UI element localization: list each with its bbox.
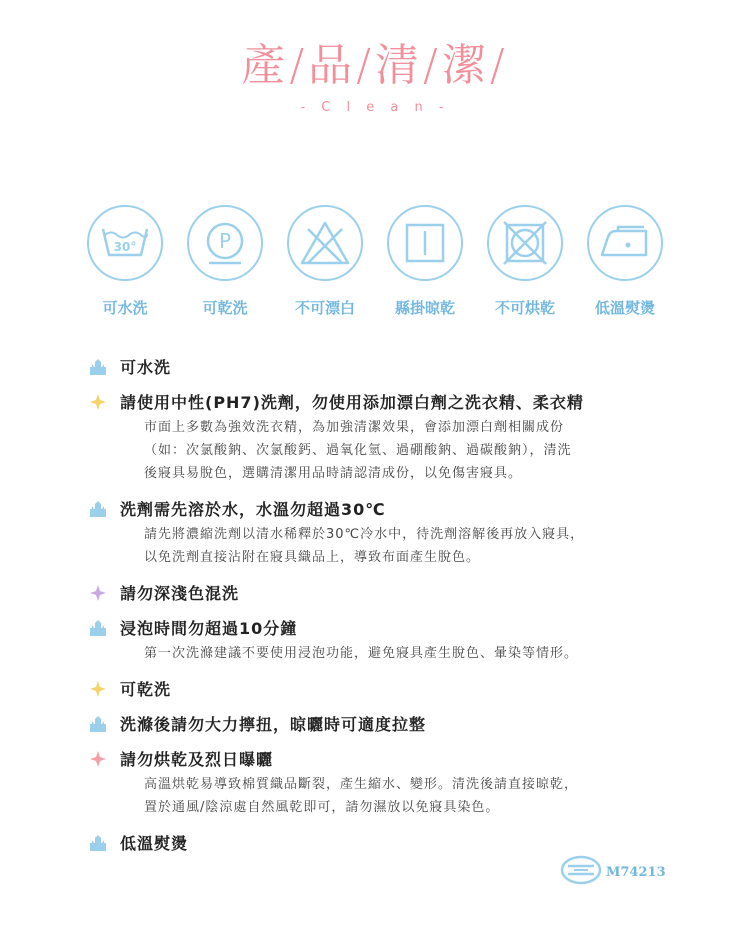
instruction-heading: 請勿烘乾及烈日曝曬 [120,750,274,769]
title-char: 潔 [441,40,488,91]
title-char: 品 [308,40,355,91]
care-label-wash: 可水洗 [102,299,148,317]
care-symbol-iron-low [586,205,664,318]
instruction-list [88,355,688,866]
instruction-line: 高溫烘乾易導致棉質織品斷裂，產生縮水、變形。清洗後請直接晾乾， [144,777,579,792]
instruction-heading: 請使用中性(PH7)洗劑，勿使用添加漂白劑之洗衣精、柔衣精 [120,393,584,412]
instruction-line: 後寢具易脫色，選購清潔用品時請認清成份，以免傷害寢具。 [144,466,523,481]
title-separator: / [489,40,507,91]
title-char: 清 [375,40,421,91]
instruction-body [144,642,688,665]
instruction-heading: 請勿深淺色混洗 [120,584,240,603]
care-label-dry-clean: 可乾洗 [202,299,248,317]
page-title [0,40,750,92]
star-icon [88,583,108,603]
title-separator: / [356,40,373,91]
instruction-heading: 洗劑需先溶於水，水溫勿超過30℃ [120,500,386,519]
castle-icon [88,357,108,377]
instruction-item [88,497,688,569]
bsmi-mark-icon [560,855,602,889]
star-icon [88,679,108,699]
care-label-no-bleach: 不可漂白 [294,299,355,317]
title-separator: / [289,40,307,91]
instruction-item [88,831,688,854]
care-symbols [0,205,750,318]
star-icon [88,749,108,769]
instruction-item [88,677,688,700]
dry-clean-p-icon [187,205,263,281]
instruction-body [144,416,688,485]
certification-code: M74213 [606,864,666,880]
instruction-body [144,773,688,819]
no-tumble-dry-icon [487,205,563,281]
wash-temperature: 30° [113,240,137,254]
instruction-item [88,747,688,819]
instruction-heading: 可乾洗 [120,680,172,699]
castle-icon [88,499,108,519]
castle-icon [88,833,108,853]
star-icon [88,392,108,412]
care-symbol-no-bleach [286,205,364,318]
wash-30-icon [87,205,163,281]
instruction-line: （如：次氯酸鈉、次氯酸鈣、過氧化氫、過硼酸鈉、過碳酸鈉），清洗 [144,443,572,458]
castle-icon [88,714,108,734]
care-symbol-no-tumble-dry [486,205,564,318]
line-dry-icon [387,205,463,281]
instruction-heading: 可水洗 [120,358,172,377]
instruction-item [88,712,688,735]
care-symbol-wash [86,205,164,318]
no-bleach-icon [287,205,363,281]
page-subtitle: - C l e a n - [300,100,450,115]
iron-low-icon [587,205,663,281]
instruction-item [88,390,688,485]
instruction-body [144,523,688,569]
care-symbol-line-dry [386,205,464,318]
title-separator: / [423,40,440,91]
castle-icon [88,618,108,638]
instruction-heading: 低溫熨燙 [120,834,189,853]
page-header [0,40,750,115]
dry-clean-letter: P [218,229,232,253]
instruction-heading: 浸泡時間勿超過10分鐘 [120,619,298,638]
care-label-line-dry: 縣掛晾乾 [394,299,455,317]
instruction-item [88,581,688,604]
instruction-line: 請先將濃縮洗劑以清水稀釋於30℃冷水中，待洗劑溶解後再放入寢具， [144,527,585,542]
instruction-line: 置於通風/陰涼處自然風乾即可，請勿濕放以免寢具染色。 [144,800,500,815]
title-char: 產 [241,40,288,91]
instruction-item [88,355,688,378]
instruction-line: 以免洗劑直接沾附在寢具織品上，導致布面產生脫色。 [144,550,481,565]
instruction-item [88,616,688,665]
instruction-heading: 洗滌後請勿大力擰扭，晾曬時可適度拉整 [120,715,427,734]
care-label-no-tumble-dry: 不可烘乾 [494,299,555,317]
instruction-line: 市面上多數為強效洗衣精，為加強清潔效果，會添加漂白劑相關成份 [144,420,565,435]
certification-mark [560,855,666,889]
care-label-iron-low: 低溫熨燙 [594,299,655,317]
care-symbol-dry-clean [186,205,264,318]
instruction-line: 第一次洗滌建議不要使用浸泡功能，避免寢具產生脫色、暈染等情形。 [144,646,579,661]
